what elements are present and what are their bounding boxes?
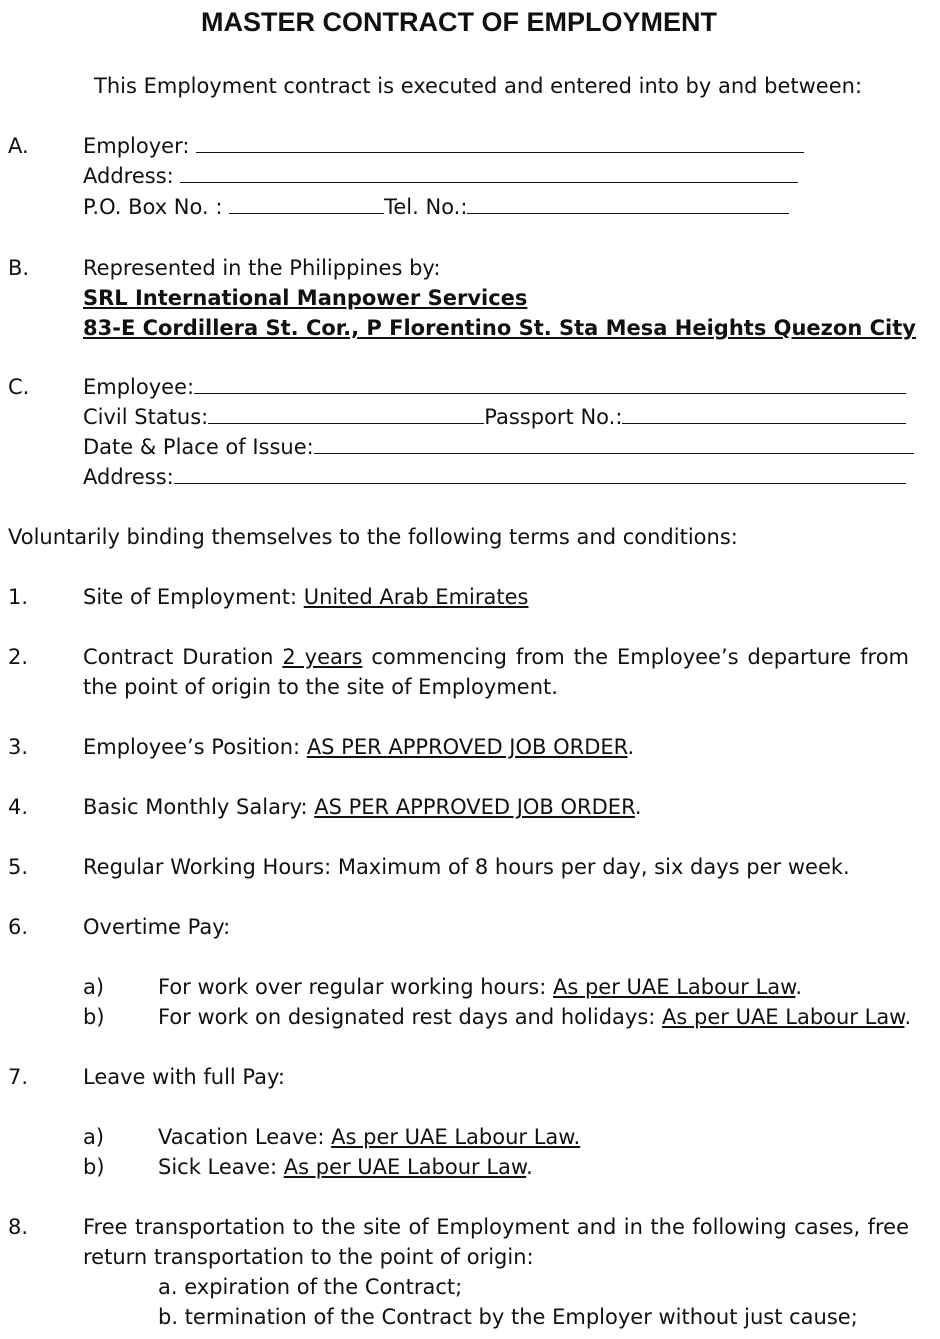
term-6a-value: As per UAE Labour Law [553,975,796,999]
term-6b-label: For work on designated rest days and holidays: [158,1005,663,1029]
date-place-label: Date & Place of Issue: [83,435,314,459]
term-8-text: Free transportation to the site of Employment and in the following cases, free return transportation to the point of origin: [83,1215,909,1269]
date-place-field[interactable] [314,433,914,454]
term-6a [158,972,802,1002]
term-4 [83,792,642,822]
term-4-value: AS PER APPROVED JOB ORDER [314,795,635,819]
term-1-label: Site of Employment: [83,585,304,609]
term-7a [158,1122,580,1152]
agency-address: 83-E Cordillera St. Cor., P Florentino St. Sta Mesa Heights Quezon City [83,316,916,340]
passport-field[interactable] [622,403,906,424]
term-7-number: 7. [8,1065,29,1089]
term-7-text: Leave with full Pay: [83,1065,285,1089]
agency-name: SRL International Manpower Services [83,286,528,310]
employer-field[interactable] [196,132,804,153]
term-4-label: Basic Monthly Salary: [83,795,315,819]
term-2-text: commencing from the Employee’s departure from the point of origin to the site of Employment. [83,645,909,699]
section-c-marker: C. [8,375,30,399]
pobox-tel-row [83,192,789,222]
term-8-number: 8. [8,1215,29,1239]
term-4-number: 4. [8,795,29,819]
term-6b-value: As per UAE Labour Law [662,1005,905,1029]
term-3-label: Employee’s Position: [83,735,307,759]
term-2-value: 2 years [282,645,363,669]
represented-label: Represented in the Philippines by: [83,256,441,280]
intro-text: This Employment contract is executed and entered into by and between: [94,74,863,98]
section-a-marker: A. [8,134,29,158]
term-6b [158,1002,911,1032]
term-7b [158,1152,533,1182]
term-7a-value: As per UAE Labour Law. [331,1125,581,1149]
tel-field[interactable] [467,193,789,214]
term-1-value: United Arab Emirates [303,585,529,609]
employer-address-row [83,161,798,191]
term-8a: a. expiration of the Contract; [158,1275,463,1299]
employer-row [83,131,804,161]
term-4-end: . [634,795,642,819]
employee-row [83,372,906,402]
term-6a-end: . [795,975,803,999]
civil-status-label: Civil Status: [83,405,209,429]
employee-address-field[interactable] [174,463,906,484]
term-3-value: AS PER APPROVED JOB ORDER [306,735,628,759]
term-6-number: 6. [8,915,29,939]
term-3 [83,732,634,762]
term-1 [83,582,528,612]
term-7a-label: Vacation Leave: [158,1125,332,1149]
section-b-marker: B. [8,256,30,280]
term-2 [83,642,909,702]
employer-address-label: Address: [83,164,174,188]
term-6a-label: For work over regular working hours: [158,975,553,999]
term-3-number: 3. [8,735,29,759]
binding-text: Voluntarily binding themselves to the following terms and conditions: [8,525,738,549]
employee-label: Employee: [83,375,195,399]
employee-field[interactable] [194,373,906,394]
term-5-text: Regular Working Hours: Maximum of 8 hours per day, six days per week. [83,855,850,879]
tel-label: Tel. No.: [384,195,468,219]
term-1-number: 1. [8,585,29,609]
term-6b-end: . [904,1005,912,1029]
pobox-label: P.O. Box No. : [83,195,223,219]
term-6b-marker: b) [83,1005,105,1029]
employer-address-field[interactable] [180,162,798,183]
term-2-label: Contract Duration [83,645,283,669]
term-7a-marker: a) [83,1125,105,1149]
term-5-number: 5. [8,855,29,879]
passport-label: Passport No.: [484,405,623,429]
term-6a-marker: a) [83,975,105,999]
term-3-end: . [627,735,635,759]
document-title: MASTER CONTRACT OF EMPLOYMENT [201,7,717,37]
term-7b-value: As per UAE Labour Law [283,1155,527,1179]
term-2-number: 2. [8,645,29,669]
date-place-row [83,432,914,462]
term-7b-label: Sick Leave: [158,1155,284,1179]
employer-label: Employer: [83,134,190,158]
employee-address-row [83,462,906,492]
civil-passport-row [83,402,906,432]
term-6-text: Overtime Pay: [83,915,231,939]
pobox-field[interactable] [229,193,384,214]
employee-address-label: Address: [83,465,174,489]
term-7b-end: . [526,1155,533,1179]
civil-status-field[interactable] [208,403,484,424]
term-7b-marker: b) [83,1155,105,1179]
term-8b: b. termination of the Contract by the Employer without just cause; [158,1305,858,1329]
